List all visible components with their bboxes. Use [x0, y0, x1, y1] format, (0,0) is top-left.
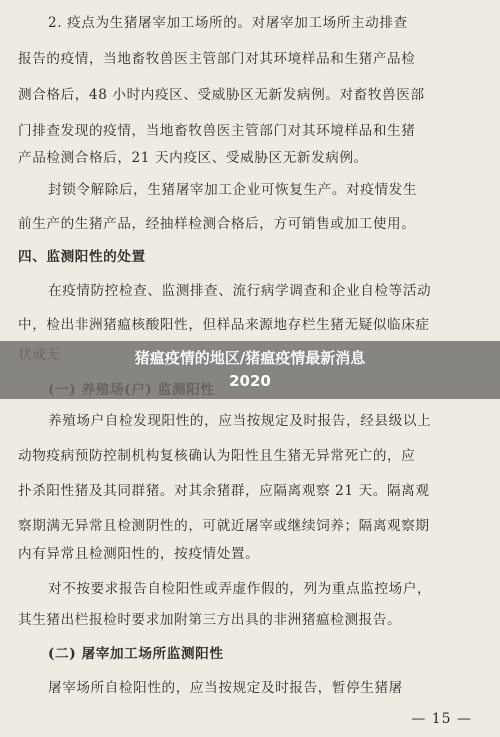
overlay-subtitle: 2020 [229, 372, 271, 390]
text-line: 察期满无异常且检测阴性的，可就近屠宰或继续饲养；隔离观察期 [18, 518, 430, 534]
text-line: 扑杀阳性猪及其同群猪。对其余猪群，应隔离观察 21 天。隔离观 [18, 483, 430, 499]
text-line: 其生猪出栏报检时要求加附第三方出具的非洲猪瘟检测报告。 [18, 612, 402, 628]
text-line: 中，检出非洲猪瘟核酸阳性，但样品来源地存栏生猪无疑似临床症 [18, 317, 430, 333]
text-line: 门排查发现的疫情，当地畜牧兽医主管部门对其环境样品和生猪 [18, 123, 416, 139]
page-number: — 15 — [411, 711, 472, 727]
text-line: 产品检测合格后，21 天内疫区、受威胁区无新发病例。 [18, 150, 368, 166]
text-line: 动物疫病预防控制机构复核确认为阳性且生猪无异常死亡的，应 [18, 448, 416, 464]
text-line: 测合格后，48 小时内疫区、受威胁区无新发病例。对畜牧兽医部 [18, 87, 425, 103]
text-line: 封锁令解除后，生猪屠宰加工企业可恢复生产。对疫情发生 [48, 182, 418, 198]
section-heading: 四、监测阳性的处置 [18, 249, 146, 265]
title-overlay-banner [0, 341, 500, 399]
subsection-heading: (二) 屠宰加工场所监测阳性 [48, 646, 224, 662]
text-line: 屠宰场所自检阳性的，应当按规定及时报告，暂停生猪屠 [48, 680, 403, 696]
text-line: 内有异常且检测阳性的，按疫情处置。 [18, 546, 260, 562]
text-line: 对不按要求报告自检阳性或弄虚作假的，列为重点监控场户， [48, 581, 432, 597]
text-line: 养殖场户自检发现阳性的，应当按规定及时报告，经县级以上 [48, 413, 432, 429]
text-line: 在疫情防控检查、监测排查、流行病学调查和企业自检等活动 [48, 283, 432, 299]
text-line: 2. 疫点为生猪屠宰加工场所的。对屠宰加工场所主动排查 [48, 15, 408, 31]
overlay-title: 猪瘟疫情的地区/猪瘟疫情最新消息 [134, 349, 366, 367]
text-line: 前生产的生猪产品，经抽样检测合格后，方可销售或加工使用。 [18, 216, 416, 232]
text-line: 报告的疫情，当地畜牧兽医主管部门对其环境样品和生猪产品检 [18, 51, 416, 67]
